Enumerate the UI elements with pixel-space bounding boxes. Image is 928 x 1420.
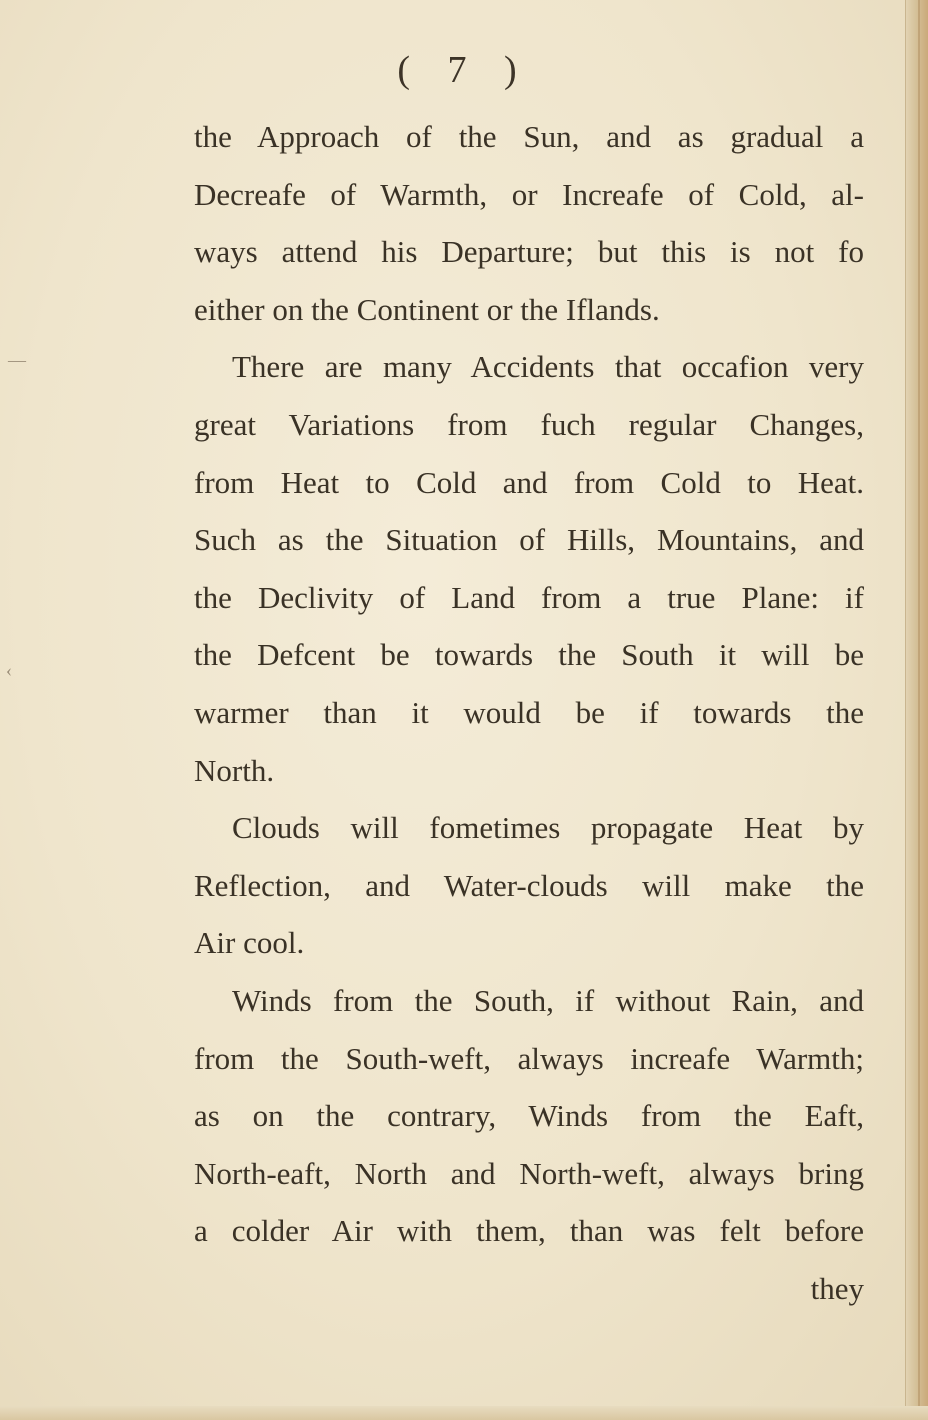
text-line: the Defcent be towards the South it will be	[194, 637, 864, 673]
page-edge-line	[918, 0, 920, 1420]
text-line: There are many Accidents that occafion very	[232, 349, 864, 385]
page-edge-right	[905, 0, 928, 1420]
text-line: Winds from the South, if without Rain, and	[232, 982, 864, 1018]
text-line: Such as the Situation of Hills, Mountains, and	[194, 522, 864, 558]
text-line: from the South-weft, always increafe Warmth;	[194, 1040, 864, 1076]
text-line: great Variations from fuch regular Changes,	[194, 406, 864, 442]
catchword: they	[810, 1270, 864, 1306]
text-line: Clouds will fometimes propagate Heat by	[232, 810, 864, 846]
text-line: North-eaft, North and North-weft, always bring	[194, 1155, 864, 1191]
text-line: Reflection, and Water-clouds will make the	[194, 867, 864, 903]
text-line: Air cool.	[194, 925, 305, 961]
text-line: ways attend his Departure; but this is not fo	[194, 234, 864, 270]
text-line: a colder Air with them, than was felt before	[194, 1213, 864, 1249]
text-line: North.	[194, 752, 275, 788]
body-text	[194, 108, 864, 1317]
page-number: ( 7 )	[397, 49, 531, 91]
text-line: Decreafe of Warmth, or Increafe of Cold, al-	[194, 176, 864, 212]
text-line: the Declivity of Land from a true Plane: if	[194, 579, 864, 615]
text-line: as on the contrary, Winds from the Eaft,	[194, 1098, 864, 1134]
text-line: the Approach of the Sun, and as gradual a	[194, 119, 864, 154]
text-line: warmer than it would be if towards the	[194, 694, 864, 730]
text-line: either on the Continent or the Iflands.	[194, 291, 660, 327]
page-edge-bottom	[0, 1406, 928, 1420]
margin-mark: ‹	[6, 660, 12, 680]
text-line: from Heat to Cold and from Cold to Heat.	[194, 464, 864, 500]
margin-mark: —	[8, 350, 26, 370]
